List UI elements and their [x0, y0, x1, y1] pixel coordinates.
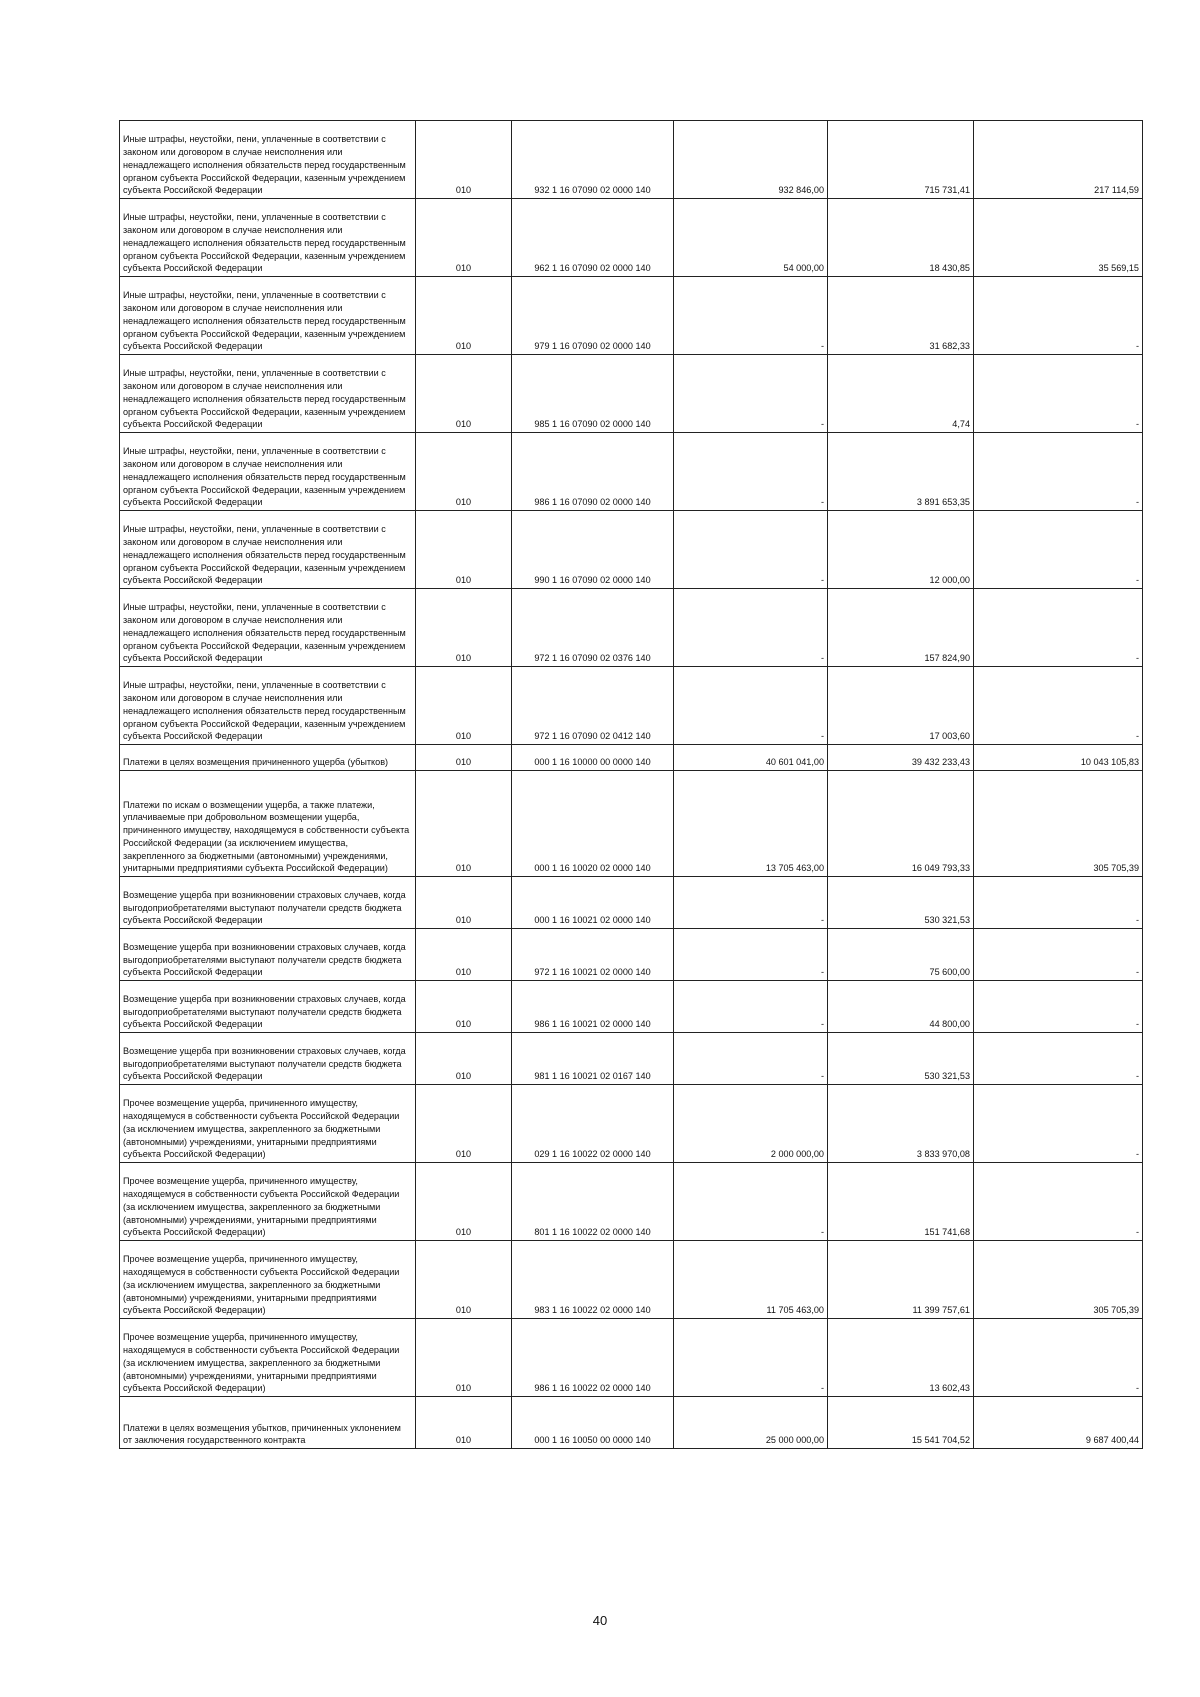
table-row: [120, 277, 1143, 355]
row-line-code-cell: 010: [416, 929, 512, 981]
row-approved-cell: 932 846,00: [674, 121, 828, 199]
row-name-cell: Прочее возмещение ущерба, причиненного имуществу, находящемуся в собственности субъекта Российской Федерации (за исключением имущества, закрепленного за бюджетными (автономными) учреждениями, унитарными предприятиями субъекта Российской Федерации): [120, 1085, 416, 1163]
row-executed-cell: 16 049 793,33: [828, 771, 974, 877]
table-row: [120, 1319, 1143, 1397]
row-approved-cell: -: [674, 589, 828, 667]
row-name-cell: Платежи в целях возмещения причиненного ущерба (убытков): [120, 745, 416, 771]
table-row: [120, 1241, 1143, 1319]
row-line-code-cell: 010: [416, 771, 512, 877]
row-line-code-cell: 010: [416, 511, 512, 589]
row-name-cell: Иные штрафы, неустойки, пени, уплаченные в соответствии с законом или договором в случае неисполнения или ненадлежащего исполнения обязательств перед государственным органом субъекта Российской Федерации, казенным учреждением субъекта Российской Федерации: [120, 511, 416, 589]
row-budget-code-cell: 962 1 16 07090 02 0000 140: [512, 199, 674, 277]
row-budget-code-cell: 972 1 16 07090 02 0412 140: [512, 667, 674, 745]
row-unexecuted-cell: -: [974, 355, 1143, 433]
row-executed-cell: 4,74: [828, 355, 974, 433]
row-budget-code-cell: 986 1 16 07090 02 0000 140: [512, 433, 674, 511]
table-row: [120, 1033, 1143, 1085]
row-approved-cell: 25 000 000,00: [674, 1397, 828, 1449]
row-name-cell: Иные штрафы, неустойки, пени, уплаченные в соответствии с законом или договором в случае неисполнения или ненадлежащего исполнения обязательств перед государственным органом субъекта Российской Федерации, казенным учреждением субъекта Российской Федерации: [120, 589, 416, 667]
row-name-cell: Прочее возмещение ущерба, причиненного имуществу, находящемуся в собственности субъекта Российской Федерации (за исключением имущества, закрепленного за бюджетными (автономными) учреждениями, унитарными предприятиями субъекта Российской Федерации): [120, 1163, 416, 1241]
table-row: [120, 1085, 1143, 1163]
row-line-code-cell: 010: [416, 1241, 512, 1319]
row-approved-cell: -: [674, 1033, 828, 1085]
row-unexecuted-cell: -: [974, 929, 1143, 981]
table-row: [120, 199, 1143, 277]
table-row: [120, 981, 1143, 1033]
row-unexecuted-cell: -: [974, 1033, 1143, 1085]
row-approved-cell: -: [674, 981, 828, 1033]
row-budget-code-cell: 000 1 16 10021 02 0000 140: [512, 877, 674, 929]
row-unexecuted-cell: -: [974, 667, 1143, 745]
row-line-code-cell: 010: [416, 355, 512, 433]
row-approved-cell: -: [674, 1163, 828, 1241]
row-budget-code-cell: 979 1 16 07090 02 0000 140: [512, 277, 674, 355]
row-budget-code-cell: 801 1 16 10022 02 0000 140: [512, 1163, 674, 1241]
row-unexecuted-cell: -: [974, 589, 1143, 667]
row-line-code-cell: 010: [416, 1085, 512, 1163]
row-line-code-cell: 010: [416, 1163, 512, 1241]
table-row: [120, 1397, 1143, 1449]
row-line-code-cell: 010: [416, 277, 512, 355]
row-approved-cell: -: [674, 277, 828, 355]
row-approved-cell: -: [674, 877, 828, 929]
row-line-code-cell: 010: [416, 1397, 512, 1449]
row-budget-code-cell: 990 1 16 07090 02 0000 140: [512, 511, 674, 589]
table-row: [120, 589, 1143, 667]
row-approved-cell: -: [674, 1319, 828, 1397]
row-unexecuted-cell: -: [974, 1319, 1143, 1397]
row-approved-cell: -: [674, 433, 828, 511]
row-budget-code-cell: 983 1 16 10022 02 0000 140: [512, 1241, 674, 1319]
table-row: [120, 745, 1143, 771]
row-unexecuted-cell: -: [974, 1163, 1143, 1241]
row-unexecuted-cell: 9 687 400,44: [974, 1397, 1143, 1449]
row-unexecuted-cell: 305 705,39: [974, 1241, 1143, 1319]
row-unexecuted-cell: -: [974, 511, 1143, 589]
row-budget-code-cell: 972 1 16 07090 02 0376 140: [512, 589, 674, 667]
row-unexecuted-cell: -: [974, 277, 1143, 355]
row-unexecuted-cell: -: [974, 433, 1143, 511]
page-number: 40: [592, 1613, 608, 1628]
row-unexecuted-cell: 10 043 105,83: [974, 745, 1143, 771]
row-name-cell: Иные штрафы, неустойки, пени, уплаченные в соответствии с законом или договором в случае неисполнения или ненадлежащего исполнения обязательств перед государственным органом субъекта Российской Федерации, казенным учреждением субъекта Российской Федерации: [120, 277, 416, 355]
row-line-code-cell: 010: [416, 433, 512, 511]
row-name-cell: Платежи по искам о возмещении ущерба, а также платежи, уплачиваемые при добровольном возмещении ущерба, причиненного имуществу, находящемуся в собственности субъекта Российской Федерации (за исключением имущества, закрепленного за бюджетными (автономными) учреждениями, унитарными предприятиями субъекта Российской Федерации): [120, 771, 416, 877]
row-unexecuted-cell: -: [974, 1085, 1143, 1163]
row-approved-cell: -: [674, 511, 828, 589]
table-row: [120, 1163, 1143, 1241]
table-row: [120, 121, 1143, 199]
table-row: [120, 511, 1143, 589]
row-executed-cell: 15 541 704,52: [828, 1397, 974, 1449]
row-executed-cell: 530 321,53: [828, 1033, 974, 1085]
row-executed-cell: 3 833 970,08: [828, 1085, 974, 1163]
row-line-code-cell: 010: [416, 589, 512, 667]
row-unexecuted-cell: -: [974, 877, 1143, 929]
table-row: [120, 771, 1143, 877]
row-line-code-cell: 010: [416, 199, 512, 277]
row-executed-cell: 18 430,85: [828, 199, 974, 277]
row-unexecuted-cell: 35 569,15: [974, 199, 1143, 277]
row-approved-cell: 40 601 041,00: [674, 745, 828, 771]
row-approved-cell: 11 705 463,00: [674, 1241, 828, 1319]
row-budget-code-cell: 981 1 16 10021 02 0167 140: [512, 1033, 674, 1085]
row-budget-code-cell: 029 1 16 10022 02 0000 140: [512, 1085, 674, 1163]
row-name-cell: Прочее возмещение ущерба, причиненного имуществу, находящемуся в собственности субъекта Российской Федерации (за исключением имущества, закрепленного за бюджетными (автономными) учреждениями, унитарными предприятиями субъекта Российской Федерации): [120, 1241, 416, 1319]
row-budget-code-cell: 000 1 16 10020 02 0000 140: [512, 771, 674, 877]
row-name-cell: Иные штрафы, неустойки, пени, уплаченные в соответствии с законом или договором в случае неисполнения или ненадлежащего исполнения обязательств перед государственным органом субъекта Российской Федерации, казенным учреждением субъекта Российской Федерации: [120, 199, 416, 277]
row-unexecuted-cell: -: [974, 981, 1143, 1033]
row-line-code-cell: 010: [416, 877, 512, 929]
row-executed-cell: 39 432 233,43: [828, 745, 974, 771]
row-line-code-cell: 010: [416, 121, 512, 199]
row-budget-code-cell: 985 1 16 07090 02 0000 140: [512, 355, 674, 433]
row-executed-cell: 151 741,68: [828, 1163, 974, 1241]
row-approved-cell: 54 000,00: [674, 199, 828, 277]
row-name-cell: Возмещение ущерба при возникновении страховых случаев, когда выгодоприобретателями выступают получатели средств бюджета субъекта Российской Федерации: [120, 929, 416, 981]
row-line-code-cell: 010: [416, 1319, 512, 1397]
row-approved-cell: -: [674, 929, 828, 981]
row-executed-cell: 17 003,60: [828, 667, 974, 745]
row-executed-cell: 13 602,43: [828, 1319, 974, 1397]
row-executed-cell: 12 000,00: [828, 511, 974, 589]
row-name-cell: Прочее возмещение ущерба, причиненного имуществу, находящемуся в собственности субъекта Российской Федерации (за исключением имущества, закрепленного за бюджетными (автономными) учреждениями, унитарными предприятиями субъекта Российской Федерации): [120, 1319, 416, 1397]
row-name-cell: Возмещение ущерба при возникновении страховых случаев, когда выгодоприобретателями выступают получатели средств бюджета субъекта Российской Федерации: [120, 1033, 416, 1085]
row-executed-cell: 157 824,90: [828, 589, 974, 667]
revenue-execution-table: [119, 120, 1143, 1449]
row-executed-cell: 3 891 653,35: [828, 433, 974, 511]
row-approved-cell: -: [674, 355, 828, 433]
row-budget-code-cell: 986 1 16 10021 02 0000 140: [512, 981, 674, 1033]
row-line-code-cell: 010: [416, 745, 512, 771]
row-approved-cell: 2 000 000,00: [674, 1085, 828, 1163]
row-executed-cell: 715 731,41: [828, 121, 974, 199]
row-name-cell: Иные штрафы, неустойки, пени, уплаченные в соответствии с законом или договором в случае неисполнения или ненадлежащего исполнения обязательств перед государственным органом субъекта Российской Федерации, казенным учреждением субъекта Российской Федерации: [120, 355, 416, 433]
table-row: [120, 929, 1143, 981]
row-budget-code-cell: 000 1 16 10000 00 0000 140: [512, 745, 674, 771]
table-row: [120, 433, 1143, 511]
row-name-cell: Платежи в целях возмещения убытков, причиненных уклонением от заключения государственного контракта: [120, 1397, 416, 1449]
row-unexecuted-cell: 217 114,59: [974, 121, 1143, 199]
row-budget-code-cell: 986 1 16 10022 02 0000 140: [512, 1319, 674, 1397]
row-approved-cell: -: [674, 667, 828, 745]
row-line-code-cell: 010: [416, 667, 512, 745]
row-name-cell: Иные штрафы, неустойки, пени, уплаченные в соответствии с законом или договором в случае неисполнения или ненадлежащего исполнения обязательств перед государственным органом субъекта Российской Федерации, казенным учреждением субъекта Российской Федерации: [120, 121, 416, 199]
row-executed-cell: 31 682,33: [828, 277, 974, 355]
row-executed-cell: 530 321,53: [828, 877, 974, 929]
table-row: [120, 877, 1143, 929]
table-body: [120, 121, 1143, 1449]
row-budget-code-cell: 000 1 16 10050 00 0000 140: [512, 1397, 674, 1449]
table-row: [120, 667, 1143, 745]
row-name-cell: Возмещение ущерба при возникновении страховых случаев, когда выгодоприобретателями выступают получатели средств бюджета субъекта Российской Федерации: [120, 981, 416, 1033]
row-name-cell: Возмещение ущерба при возникновении страховых случаев, когда выгодоприобретателями выступают получатели средств бюджета субъекта Российской Федерации: [120, 877, 416, 929]
row-name-cell: Иные штрафы, неустойки, пени, уплаченные в соответствии с законом или договором в случае неисполнения или ненадлежащего исполнения обязательств перед государственным органом субъекта Российской Федерации, казенным учреждением субъекта Российской Федерации: [120, 667, 416, 745]
table-row: [120, 355, 1143, 433]
row-line-code-cell: 010: [416, 1033, 512, 1085]
row-approved-cell: 13 705 463,00: [674, 771, 828, 877]
row-executed-cell: 75 600,00: [828, 929, 974, 981]
row-name-cell: Иные штрафы, неустойки, пени, уплаченные в соответствии с законом или договором в случае неисполнения или ненадлежащего исполнения обязательств перед государственным органом субъекта Российской Федерации, казенным учреждением субъекта Российской Федерации: [120, 433, 416, 511]
row-budget-code-cell: 972 1 16 10021 02 0000 140: [512, 929, 674, 981]
row-unexecuted-cell: 305 705,39: [974, 771, 1143, 877]
row-executed-cell: 11 399 757,61: [828, 1241, 974, 1319]
row-executed-cell: 44 800,00: [828, 981, 974, 1033]
row-budget-code-cell: 932 1 16 07090 02 0000 140: [512, 121, 674, 199]
row-line-code-cell: 010: [416, 981, 512, 1033]
